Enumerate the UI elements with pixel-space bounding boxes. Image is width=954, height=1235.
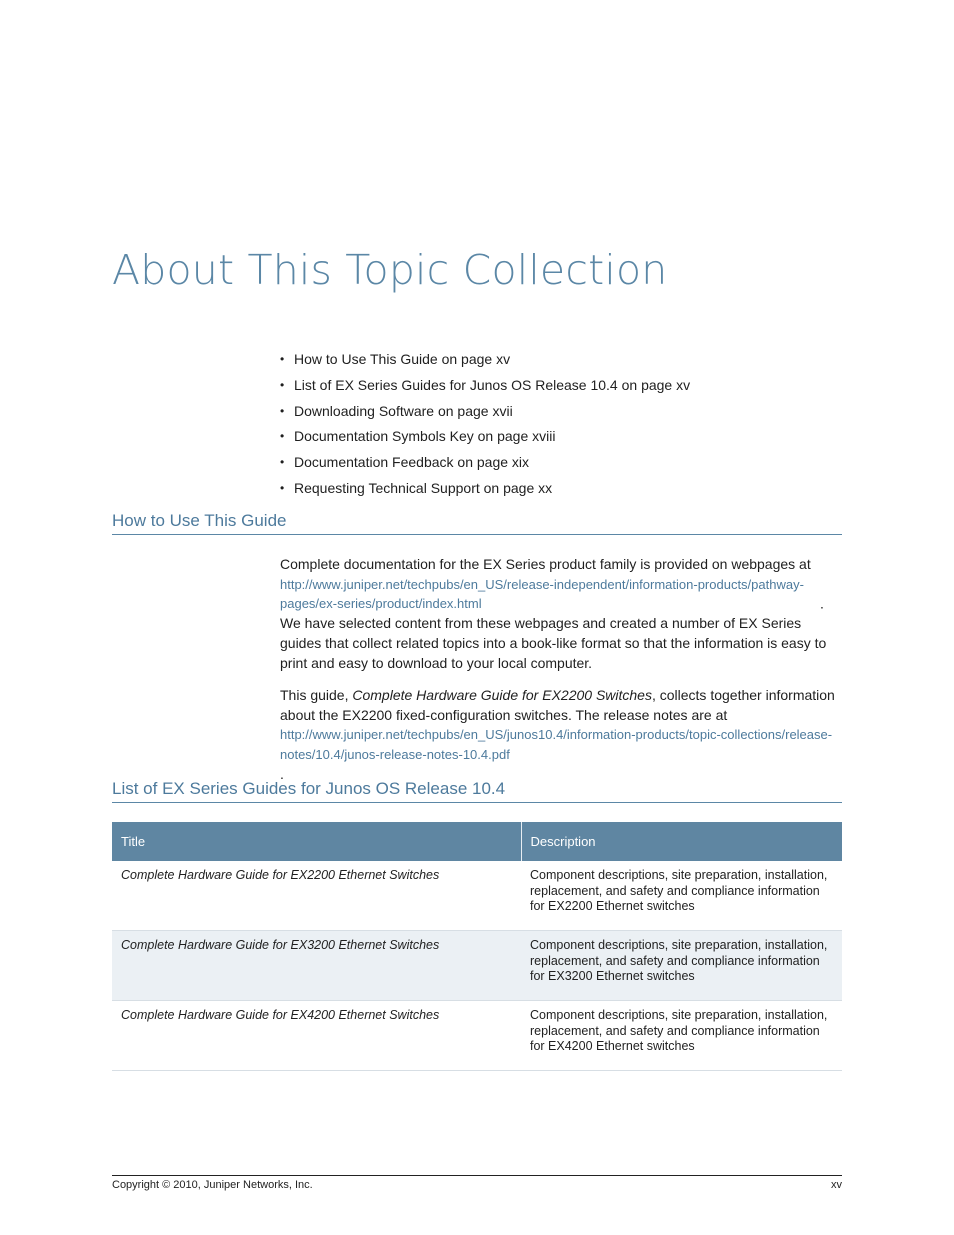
product-pathway-link[interactable]: http://www.juniper.net/techpubs/en_US/release-independent/information-products/pathway-pages/ex-series/product/index.html — [280, 576, 804, 612]
bullet: • — [280, 377, 285, 392]
guide-description-cell: Component descriptions, site preparation, installation, replacement, and safety and compliance information for EX3200 Ethernet switches — [521, 931, 842, 1001]
toc-link[interactable]: Requesting Technical Support on page xx — [294, 479, 553, 496]
guide-title-cell: Complete Hardware Guide for EX2200 Ethernet Switches — [112, 861, 521, 931]
section-heading-guides-list: List of EX Series Guides for Junos OS Release 10.4 — [112, 779, 842, 803]
bullet: • — [280, 352, 285, 366]
guide-title-cell: Complete Hardware Guide for EX4200 Ethernet Switches — [112, 1001, 521, 1071]
table-row — [112, 861, 842, 931]
guides-table — [112, 822, 842, 1071]
table-header-row — [112, 822, 842, 861]
toc-item[interactable] — [280, 452, 690, 478]
bullet: • — [280, 403, 285, 418]
chapter-title: About This Topic Collection — [112, 246, 668, 294]
toc-item[interactable] — [280, 401, 690, 427]
footer-copyright: Copyright © 2010, Juniper Networks, Inc. — [112, 1179, 313, 1191]
paragraph-text: This guide, — [280, 687, 353, 703]
table-row — [112, 1001, 842, 1071]
release-notes-link[interactable]: http://www.juniper.net/techpubs/en_US/junos10.4/information-products/topic-collections/release-notes/10.4/junos-release-notes-10.4.pdf — [280, 727, 833, 763]
paragraph-text: . We have selected content from these webpages and created a number of EX Series guides that collect related topics into a book-like format so that the information is easy to print and easy to download to your local computer. — [280, 595, 827, 671]
how-to-use-paragraph-2 — [280, 686, 850, 785]
toc-item[interactable] — [280, 478, 690, 504]
toc-item[interactable] — [280, 426, 690, 452]
toc-item[interactable] — [280, 349, 690, 375]
guide-title-cell: Complete Hardware Guide for EX3200 Ethernet Switches — [112, 931, 521, 1001]
section-heading-how-to-use: How to Use This Guide — [112, 511, 842, 535]
toc-item[interactable] — [280, 375, 690, 401]
paragraph-text: . — [280, 765, 284, 782]
column-header-title: Title — [112, 822, 521, 861]
guide-description-cell: Component descriptions, site preparation, installation, replacement, and safety and compliance information for EX4200 Ethernet switches — [521, 1001, 842, 1071]
guide-title: Complete Hardware Guide for EX2200 Switches — [352, 687, 652, 703]
footer-rule — [112, 1175, 842, 1176]
bullet: • — [280, 429, 285, 444]
bullet: • — [280, 480, 285, 495]
toc-link[interactable]: Downloading Software on page xvii — [294, 402, 513, 419]
topic-list — [280, 349, 690, 504]
paragraph-text: Complete documentation for the EX Series product family is provided on webpages at — [280, 556, 811, 572]
toc-link[interactable]: List of EX Series Guides for Junos OS Release 10.4 on page xv — [294, 376, 691, 393]
toc-link[interactable]: Documentation Symbols Key on page xviii — [294, 428, 556, 445]
table-row — [112, 931, 842, 1001]
toc-link[interactable]: How to Use This Guide on page xv — [294, 351, 511, 367]
bullet: • — [280, 455, 285, 470]
paragraph-text: , collects together information about the EX2200 fixed-configuration switches. The release notes are at — [280, 687, 835, 723]
how-to-use-paragraph-1 — [280, 555, 845, 673]
guide-description-cell: Component descriptions, site preparation, installation, replacement, and safety and compliance information for EX2200 Ethernet switches — [521, 861, 842, 931]
toc-link[interactable]: Documentation Feedback on page xix — [294, 454, 530, 471]
column-header-description: Description — [521, 822, 842, 861]
footer-page-number: xv — [831, 1179, 842, 1191]
